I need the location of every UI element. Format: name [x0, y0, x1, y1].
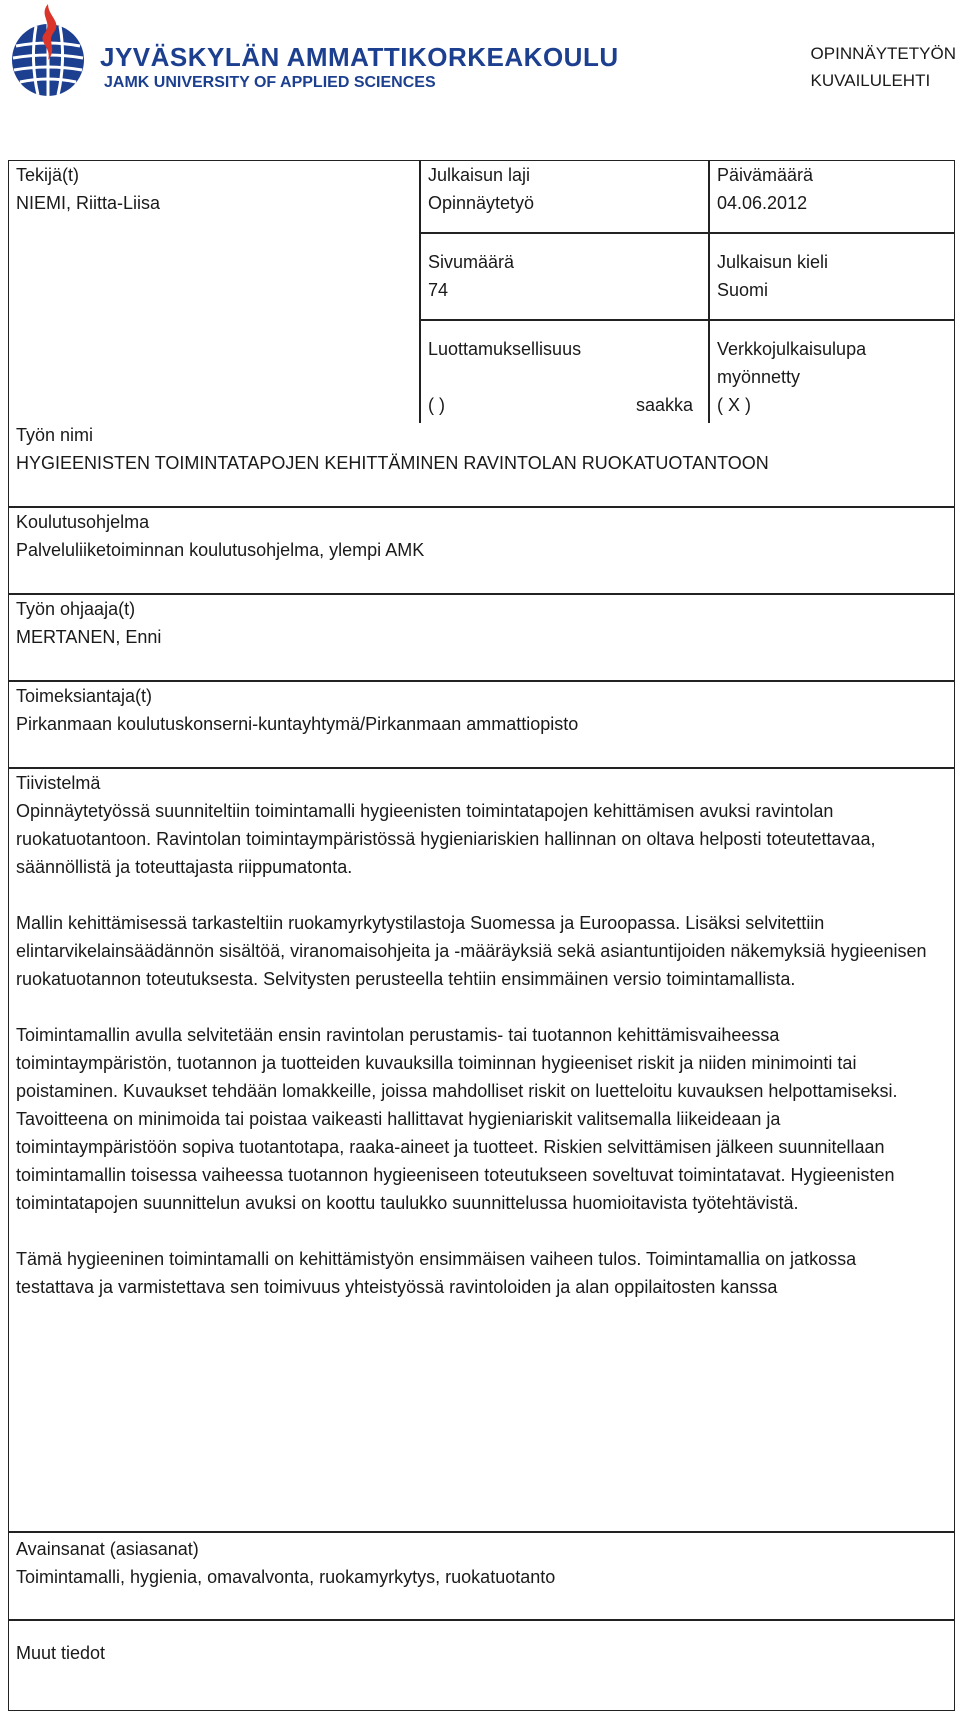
pages-cell: [428, 248, 514, 304]
other-info-cell: [16, 1639, 105, 1667]
abstract-paragraph: Opinnäytetyössä suunniteltiin toimintamalli hygieenisten toimintatapojen kehittämisen avuksi ravintolan ruokatuotantoon. Ravintolan toimintaympäristössä hygieniariskien hallinnan on oltava helposti toteutettavaa, säännöllistä ja toteuttajasta riippumatonta.: [16, 801, 876, 877]
abstract-paragraph: Mallin kehittämisessä tarkasteltiin ruokamyrkytystilastoja Suomessa ja Euroopassa. Lisäksi selvitettiin elintarvikelainsäädännön sisältöä, viranomaisohjeita ja -määräyksiä sekä asiantuntijoiden näkemyksiä hygieenisen ruokatuotannon toteutuksesta. Selvitysten perusteella tehtiin ensimmäinen versio toimintamallista.: [16, 913, 927, 989]
supervisor-value: MERTANEN, Enni: [16, 627, 162, 647]
pub-type-cell: [428, 161, 534, 217]
online-permission-cell: [717, 335, 866, 419]
language-value: Suomi: [717, 280, 769, 300]
online-permission-checkbox[interactable]: ( X ): [717, 395, 751, 415]
abstract-paragraph: Tämä hygieeninen toimintamalli on kehittämistyön ensimmäisen vaiheen tulos. Toimintamallia on jatkossa testattava ja varmistettava sen toimivuus yhteistyössä ravintoloiden ja alan oppilaitosten kanssa: [16, 1249, 857, 1297]
programme-label: Koulutusohjelma: [16, 512, 150, 532]
logo-name-fi: JYVÄSKYLÄN AMMATTIKORKEAKOULU: [100, 42, 619, 72]
doc-type-line2: KUVAILULEHTI: [810, 71, 931, 90]
title-label: Työn nimi: [16, 425, 94, 445]
language-label: Julkaisun kieli: [717, 252, 829, 272]
date-label: Päivämäärä: [717, 165, 814, 185]
keywords-cell: [16, 1535, 555, 1591]
client-cell: [16, 682, 578, 738]
supervisor-label: Työn ohjaaja(t): [16, 599, 136, 619]
doc-type-line1: OPINNÄYTETYÖN: [810, 44, 956, 63]
supervisor-cell: [16, 595, 161, 651]
description-form: [8, 160, 955, 1711]
divider: [708, 161, 710, 423]
programme-value: Palveluliiketoiminnan koulutusohjelma, ylempi AMK: [16, 540, 425, 560]
pages-label: Sivumäärä: [428, 252, 515, 272]
confidentiality-cell: [428, 335, 703, 419]
jamk-emblem-icon: [8, 2, 92, 102]
title-value: HYGIEENISTEN TOIMINTATAPOJEN KEHITTÄMINEN RAVINTOLAN RUOKATUOTANTOON: [16, 453, 769, 473]
date-value: 04.06.2012: [717, 193, 808, 213]
author-value: NIEMI, Riitta-Liisa: [16, 193, 161, 213]
abstract-paragraph: Toimintamallin avulla selvitetään ensin ravintolan perustamis- tai tuotannon kehittämisvaiheessa toimintaympäristön, tuotannon ja tuotteiden kuvauksilla toiminnan hygieeniset riskit ja niiden minimointi tai poistaminen. Kuvaukset tehdään lomakkeille, joissa mahdolliset riskit on luetteloitu kuvauksen helpottamiseksi. Tavoitteena on minimoida tai poistaa vaikeasti hallittavat hygieniariskit valitsemalla liikeideaan ja toimintaympäristöön sopiva tuotantotapa, raaka-aineet ja tuotteet. Riskien selvittämisen jälkeen suunnitellaan toimintamallin toisessa vaiheessa tuotannon hygieeniseen toteutukseen soveltuvat toimintatavat. Hygieenisten toimintatapojen suunnittelun avuksi on koottu taulukko suunnittelussa huomioitavista työtehtävistä.: [16, 1025, 898, 1213]
divider: [419, 161, 421, 423]
document-type: [811, 40, 956, 94]
confidentiality-until: saakka: [635, 395, 693, 415]
language-cell: [717, 248, 828, 304]
pub-type-label: Julkaisun laji: [428, 165, 531, 185]
pages-value: 74: [428, 280, 449, 300]
divider: [9, 1619, 954, 1621]
abstract-section: [16, 769, 941, 1301]
pub-type-value: Opinnäytetyö: [428, 193, 535, 213]
online-permission-label-2: myönnetty: [717, 367, 801, 387]
author-cell: [16, 161, 160, 217]
keywords-value: Toimintamalli, hygienia, omavalvonta, ruokamyrkytys, ruokatuotanto: [16, 1567, 556, 1587]
date-cell: [717, 161, 813, 217]
page-header: [0, 0, 960, 120]
confidentiality-checkbox[interactable]: ( ): [428, 395, 445, 415]
online-permission-label-1: Verkkojulkaisulupa: [717, 339, 867, 359]
title-cell: [16, 421, 769, 477]
client-label: Toimeksiantaja(t): [16, 686, 153, 706]
confidentiality-label: Luottamuksellisuus: [428, 339, 582, 359]
logo-name-en: JAMK UNIVERSITY OF APPLIED SCIENCES: [104, 74, 436, 91]
divider: [9, 1531, 954, 1533]
divider: [419, 232, 954, 234]
programme-cell: [16, 508, 424, 564]
other-info-label: Muut tiedot: [16, 1643, 106, 1663]
divider: [419, 319, 954, 321]
abstract-label: Tiivistelmä: [16, 773, 101, 793]
author-label: Tekijä(t): [16, 165, 80, 185]
client-value: Pirkanmaan koulutuskonserni-kuntayhtymä/Pirkanmaan ammattiopisto: [16, 714, 579, 734]
keywords-label: Avainsanat (asiasanat): [16, 1539, 199, 1559]
jamk-logo: [8, 2, 619, 107]
